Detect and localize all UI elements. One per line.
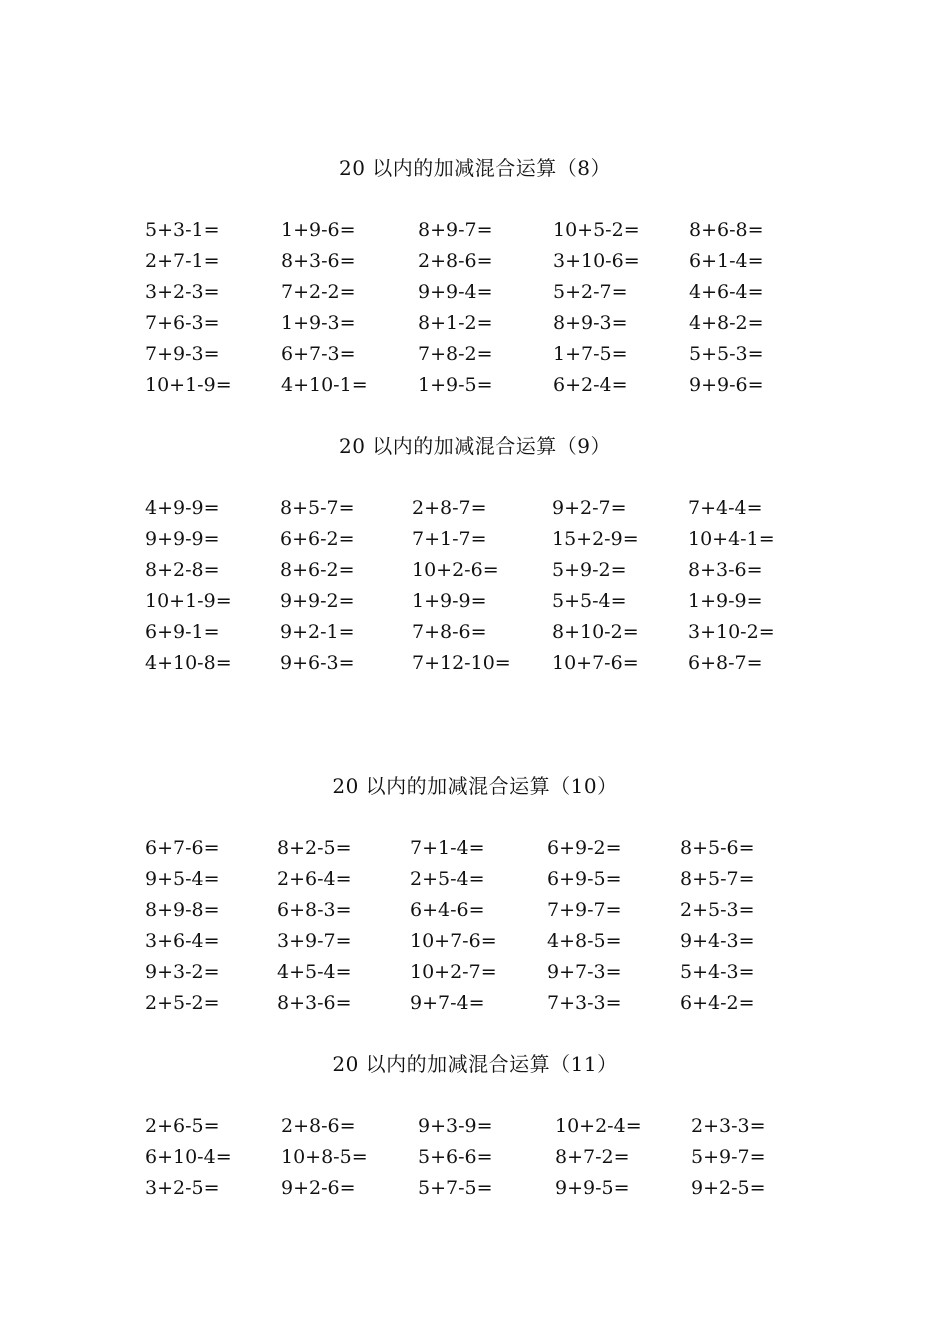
math-problem: 2+5-2= [145, 992, 220, 1014]
math-problem: 7+9-3= [145, 343, 220, 365]
math-problem: 8+1-2= [418, 312, 493, 334]
math-problem: 8+2-5= [277, 837, 352, 859]
math-problem: 9+5-4= [145, 868, 220, 890]
math-problem: 8+9-8= [145, 899, 220, 921]
math-problem: 6+8-3= [277, 899, 352, 921]
problem-row [0, 496, 950, 524]
problem-row [0, 558, 950, 586]
problem-row [0, 249, 950, 277]
math-problem: 5+5-4= [552, 590, 627, 612]
math-problem: 4+10-1= [281, 374, 368, 396]
math-problem: 4+8-5= [547, 930, 622, 952]
math-problem: 8+6-8= [689, 219, 764, 241]
math-problem: 6+4-2= [680, 992, 755, 1014]
math-problem: 3+10-2= [688, 621, 775, 643]
math-problem: 7+12-10= [412, 652, 511, 674]
math-problem: 2+8-6= [281, 1115, 356, 1137]
math-problem: 2+6-5= [145, 1115, 220, 1137]
math-problem: 5+2-7= [553, 281, 628, 303]
problem-row [0, 651, 950, 679]
math-problem: 4+5-4= [277, 961, 352, 983]
problem-row [0, 311, 950, 339]
math-problem: 2+8-7= [412, 497, 487, 519]
math-problem: 9+9-5= [555, 1177, 630, 1199]
math-problem: 9+7-4= [410, 992, 485, 1014]
problem-row [0, 867, 950, 895]
math-problem: 10+4-1= [688, 528, 775, 550]
math-problem: 10+7-6= [552, 652, 639, 674]
math-problem: 6+7-3= [281, 343, 356, 365]
math-problem: 2+5-4= [410, 868, 485, 890]
math-problem: 5+9-2= [552, 559, 627, 581]
math-problem: 8+3-6= [277, 992, 352, 1014]
math-problem: 9+2-6= [281, 1177, 356, 1199]
math-problem: 8+9-3= [553, 312, 628, 334]
math-problem: 7+8-6= [412, 621, 487, 643]
math-problem: 7+1-4= [410, 837, 485, 859]
math-problem: 4+6-4= [689, 281, 764, 303]
math-problem: 10+2-7= [410, 961, 497, 983]
math-problem: 8+5-7= [680, 868, 755, 890]
math-problem: 9+9-6= [689, 374, 764, 396]
math-problem: 8+2-8= [145, 559, 220, 581]
math-problem: 2+8-6= [418, 250, 493, 272]
math-problem: 10+1-9= [145, 374, 232, 396]
problem-row [0, 589, 950, 617]
math-problem: 10+1-9= [145, 590, 232, 612]
math-problem: 1+7-5= [553, 343, 628, 365]
math-problem: 3+9-7= [277, 930, 352, 952]
math-problem: 8+9-7= [418, 219, 493, 241]
math-problem: 6+2-4= [553, 374, 628, 396]
math-problem: 7+2-2= [281, 281, 356, 303]
problem-row [0, 836, 950, 864]
math-problem: 9+9-4= [418, 281, 493, 303]
problem-row [0, 342, 950, 370]
math-problem: 3+10-6= [553, 250, 640, 272]
math-problem: 2+5-3= [680, 899, 755, 921]
math-problem: 6+9-2= [547, 837, 622, 859]
math-problem: 2+6-4= [277, 868, 352, 890]
math-problem: 3+2-5= [145, 1177, 220, 1199]
section-title: 20 以内的加减混合运算（10） [332, 774, 618, 798]
math-problem: 5+4-3= [680, 961, 755, 983]
section-title: 20 以内的加减混合运算（9） [338, 434, 612, 458]
math-problem: 1+9-3= [281, 312, 356, 334]
math-problem: 7+1-7= [412, 528, 487, 550]
problem-row [0, 929, 950, 957]
math-problem: 10+8-5= [281, 1146, 368, 1168]
math-problem: 8+6-2= [280, 559, 355, 581]
math-problem: 8+3-6= [688, 559, 763, 581]
math-problem: 10+2-4= [555, 1115, 642, 1137]
math-problem: 8+7-2= [555, 1146, 630, 1168]
math-problem: 10+7-6= [410, 930, 497, 952]
math-problem: 10+2-6= [412, 559, 499, 581]
math-problem: 4+10-8= [145, 652, 232, 674]
math-problem: 9+3-2= [145, 961, 220, 983]
math-problem: 8+3-6= [281, 250, 356, 272]
math-problem: 10+5-2= [553, 219, 640, 241]
math-problem: 9+9-9= [145, 528, 220, 550]
math-problem: 6+1-4= [689, 250, 764, 272]
problem-row [0, 960, 950, 988]
math-problem: 5+5-3= [689, 343, 764, 365]
math-problem: 8+5-6= [680, 837, 755, 859]
math-problem: 5+3-1= [145, 219, 220, 241]
math-problem: 6+9-1= [145, 621, 220, 643]
math-problem: 1+9-9= [412, 590, 487, 612]
math-problem: 9+9-2= [280, 590, 355, 612]
math-problem: 6+6-2= [280, 528, 355, 550]
problem-row [0, 898, 950, 926]
math-problem: 5+7-5= [418, 1177, 493, 1199]
math-problem: 6+4-6= [410, 899, 485, 921]
math-problem: 4+9-9= [145, 497, 220, 519]
math-problem: 7+3-3= [547, 992, 622, 1014]
math-problem: 7+6-3= [145, 312, 220, 334]
math-problem: 1+9-9= [688, 590, 763, 612]
section-title: 20 以内的加减混合运算（11） [332, 1052, 618, 1076]
problem-row [0, 527, 950, 555]
math-problem: 3+6-4= [145, 930, 220, 952]
math-problem: 5+6-6= [418, 1146, 493, 1168]
problem-row [0, 991, 950, 1019]
math-problem: 1+9-5= [418, 374, 493, 396]
problem-row [0, 373, 950, 401]
problem-row [0, 280, 950, 308]
math-problem: 7+4-4= [688, 497, 763, 519]
math-problem: 7+9-7= [547, 899, 622, 921]
math-problem: 3+2-3= [145, 281, 220, 303]
problem-row [0, 218, 950, 246]
problem-row [0, 620, 950, 648]
math-problem: 1+9-6= [281, 219, 356, 241]
math-problem: 8+5-7= [280, 497, 355, 519]
problem-row [0, 1114, 950, 1142]
math-problem: 9+2-1= [280, 621, 355, 643]
problem-row [0, 1176, 950, 1204]
section-title: 20 以内的加减混合运算（8） [338, 156, 612, 180]
math-problem: 4+8-2= [689, 312, 764, 334]
math-problem: 6+8-7= [688, 652, 763, 674]
math-problem: 9+2-7= [552, 497, 627, 519]
math-problem: 6+9-5= [547, 868, 622, 890]
math-problem: 9+7-3= [547, 961, 622, 983]
math-problem: 7+8-2= [418, 343, 493, 365]
math-problem: 9+3-9= [418, 1115, 493, 1137]
math-problem: 9+6-3= [280, 652, 355, 674]
math-problem: 15+2-9= [552, 528, 639, 550]
problem-row [0, 1145, 950, 1173]
math-problem: 2+7-1= [145, 250, 220, 272]
math-problem: 6+10-4= [145, 1146, 232, 1168]
math-problem: 9+2-5= [691, 1177, 766, 1199]
math-problem: 6+7-6= [145, 837, 220, 859]
math-problem: 2+3-3= [691, 1115, 766, 1137]
math-problem: 8+10-2= [552, 621, 639, 643]
math-problem: 9+4-3= [680, 930, 755, 952]
math-problem: 5+9-7= [691, 1146, 766, 1168]
